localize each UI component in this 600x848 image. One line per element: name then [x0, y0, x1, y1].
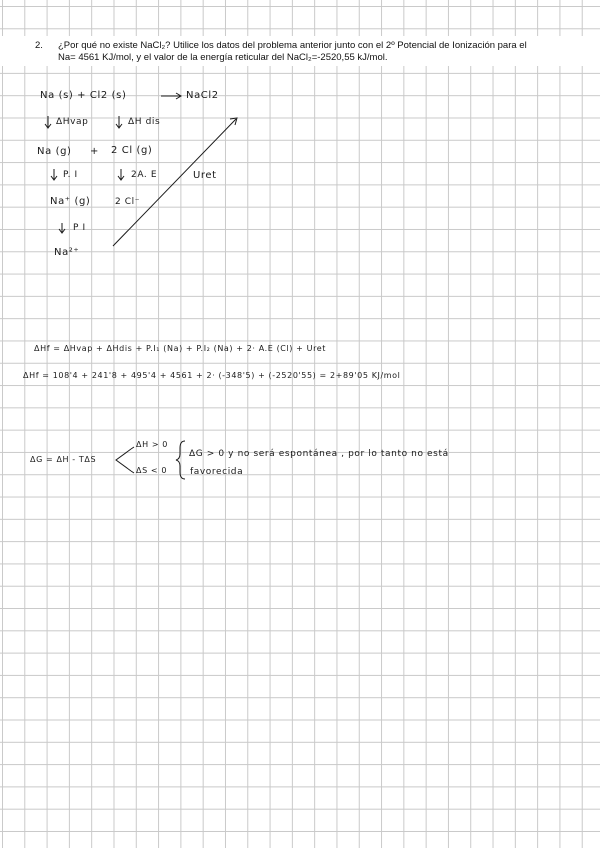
step-ionization-2: P I — [73, 223, 86, 233]
gibbs-equation: ΔG = ΔH - TΔS — [30, 455, 97, 464]
uret-arrow — [113, 119, 236, 246]
gibbs-fork — [116, 449, 131, 471]
ion-chloride: 2 Cl⁻ — [115, 197, 141, 207]
gibbs-conclusion-line-2: favorecida — [190, 467, 244, 477]
label-lattice-energy: Uret — [193, 170, 217, 181]
step-ionization-1: P. I — [63, 170, 78, 180]
gibbs-case-entropy: ΔS < 0 — [136, 466, 168, 475]
gibbs-case-enthalpy: ΔH > 0 — [136, 440, 168, 449]
gibbs-conclusion-line-1: ΔG > 0 y no será espontánea , por lo tanto no está — [189, 449, 449, 459]
ion-sodium-2plus: Na²⁺ — [54, 247, 80, 258]
curly-brace — [176, 441, 185, 479]
enthalpy-equation: ΔHf = ΔHvap + ΔHdis + P.I₁ (Na) + P.I₂ (Na) + 2· A.E (Cl) + Uret — [34, 344, 327, 353]
reactants: Na (s) + Cl2 (s) — [40, 90, 127, 101]
question-line-1: ¿Por qué no existe NaCl₂? Utilice los datos del problema anterior junto con el 2º Potencial de Ionización para el — [58, 40, 527, 51]
step-vaporization: ΔHvap — [56, 117, 89, 127]
question-line-2: Na= 4561 KJ/mol, y el valor de la energía reticular del NaCl₂=-2520,55 kJ/mol. — [58, 52, 388, 63]
down-arrows — [45, 116, 124, 233]
product: NaCl2 — [186, 90, 219, 101]
gas-chlorine: 2 Cl (g) — [111, 145, 153, 156]
ion-sodium: Na⁺ (g) — [50, 196, 91, 207]
step-dissociation: ΔH dis — [128, 117, 161, 127]
enthalpy-calculation: ΔHf = 108'4 + 241'8 + 495'4 + 4561 + 2· (-348'5) + (-2520'55) = 2+89'05 KJ/mol — [23, 371, 401, 380]
step-electron-affinity: 2A. E — [131, 170, 158, 180]
gas-sodium: Na (g) — [37, 146, 72, 157]
plus-sign: + — [90, 146, 99, 157]
question-number: 2. — [35, 40, 43, 51]
